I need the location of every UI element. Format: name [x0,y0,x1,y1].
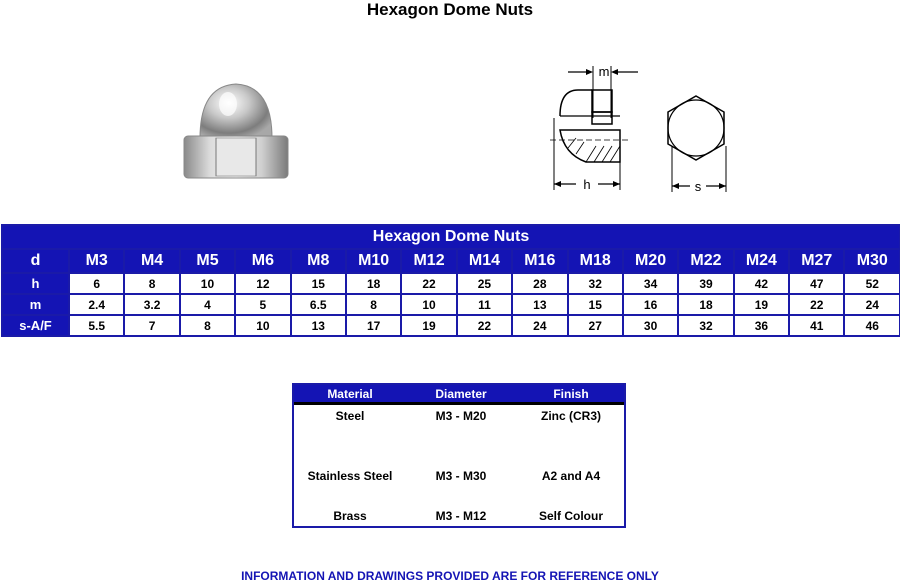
table-cell: 19 [734,294,789,315]
material-cell: Steel [335,409,365,423]
header-material: Material [327,387,373,401]
table-cell: 27 [568,315,623,336]
row-label: s-A/F [2,315,69,336]
table-cell: 3.2 [124,294,179,315]
diameter-cell: M3 - M30 [435,469,487,483]
dome-nut-technical-drawing [520,58,760,198]
table-cell: 30 [623,315,678,336]
material-cell: Brass [333,509,367,523]
table-cell: 28 [512,273,567,294]
row-label: h [2,273,69,294]
material-row-stainless [294,469,624,485]
dome-nut-photo [178,78,294,186]
table-cell: 18 [678,294,733,315]
table-cell: 8 [346,294,401,315]
finish-cell: A2 and A4 [541,469,601,483]
size-header: M4 [124,249,179,273]
diameter-cell: M3 - M12 [435,509,487,523]
table-cell: 22 [457,315,512,336]
table-cell: 8 [180,315,235,336]
diameter-cell: M3 - M20 [435,409,487,423]
size-header: M5 [180,249,235,273]
size-header-row [2,249,900,273]
table-cell: 16 [623,294,678,315]
table-cell: 11 [457,294,512,315]
table-cell: 36 [734,315,789,336]
material-row-steel [294,409,624,425]
table-row-h [2,273,900,294]
size-header: M6 [235,249,290,273]
table-cell: 25 [457,273,512,294]
size-header: M16 [512,249,567,273]
size-header: M30 [844,249,900,273]
dim-label-h: h [583,177,591,192]
table-cell: 41 [789,315,844,336]
size-header: M22 [678,249,733,273]
dim-label-s: s [694,179,702,194]
dim-label-m: m [598,64,610,79]
table-cell: 24 [512,315,567,336]
table-cell: 32 [678,315,733,336]
table-cell: 5.5 [69,315,124,336]
table-cell: 4 [180,294,235,315]
table-cell: 46 [844,315,900,336]
table-cell: 47 [789,273,844,294]
size-header: M3 [69,249,124,273]
size-header: M14 [457,249,512,273]
size-header: M10 [346,249,401,273]
table-cell: 8 [124,273,179,294]
finish-cell: Zinc (CR3) [541,409,601,423]
page-title: Hexagon Dome Nuts [366,0,534,19]
material-cell: Stainless Steel [307,469,393,483]
material-row-brass [294,509,624,525]
table-cell: 19 [401,315,456,336]
table-cell: 10 [401,294,456,315]
size-header: M20 [623,249,678,273]
header-diameter: Diameter [435,387,487,401]
table-cell: 18 [346,273,401,294]
d-header: d [2,249,69,273]
size-header: M12 [401,249,456,273]
dimensions-table [1,224,900,337]
table-cell: 32 [568,273,623,294]
material-table-header [294,385,624,405]
size-header: M18 [568,249,623,273]
table-row-m [2,294,900,315]
size-header: M27 [789,249,844,273]
table-cell: 10 [180,273,235,294]
size-header: M8 [291,249,346,273]
table-cell: 10 [235,315,290,336]
material-table [292,383,626,528]
table-cell: 17 [346,315,401,336]
table-cell: 24 [844,294,900,315]
table-cell: 42 [734,273,789,294]
row-label: m [2,294,69,315]
size-header: M24 [734,249,789,273]
table-cell: 13 [291,315,346,336]
table-row-s-af [2,315,900,336]
table-cell: 52 [844,273,900,294]
finish-cell: Self Colour [538,509,603,523]
table-cell: 22 [789,294,844,315]
table-cell: 5 [235,294,290,315]
table-cell: 2.4 [69,294,124,315]
header-finish: Finish [553,387,589,401]
table-cell: 6 [69,273,124,294]
table-cell: 34 [623,273,678,294]
table-cell: 39 [678,273,733,294]
table-cell: 22 [401,273,456,294]
table-cell: 13 [512,294,567,315]
table-cell: 15 [291,273,346,294]
table-cell: 7 [124,315,179,336]
dimensions-table-title: Hexagon Dome Nuts [2,225,900,249]
table-cell: 6.5 [291,294,346,315]
table-cell: 15 [568,294,623,315]
disclaimer-footer: INFORMATION AND DRAWINGS PROVIDED ARE FOR REFERENCE ONLY [241,569,659,583]
table-cell: 12 [235,273,290,294]
